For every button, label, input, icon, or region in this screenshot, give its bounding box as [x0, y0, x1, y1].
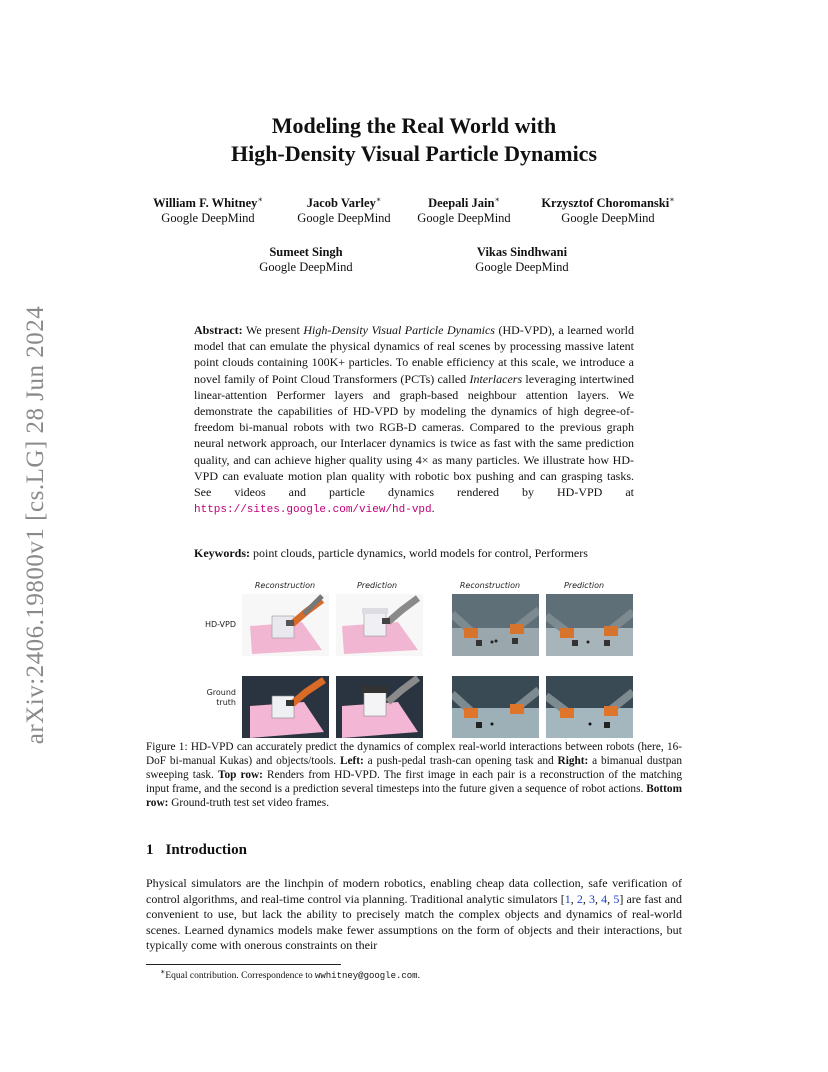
citation-link[interactable]: 1 — [564, 891, 571, 906]
image-sweep-recon-gt — [452, 676, 539, 738]
author-sindhwani: Vikas Sindhwani Google DeepMind — [475, 245, 569, 274]
project-url-link[interactable]: https://sites.google.com/view/hd-vpd — [194, 504, 432, 517]
author-varley: Jacob Varley∗ Google DeepMind — [297, 195, 391, 226]
footnote-rule — [146, 964, 341, 965]
keywords: Keywords: point clouds, particle dynamics, world models for control, Performers — [194, 546, 588, 560]
abstract: Abstract: We present High-Density Visual Particle Dynamics (HD-VPD), a learned world model that can emulate the physical dynamics of real scenes by processing massive latent point clouds containing 100K+ particles. To enable efficiency at this scale, we introduce a novel family of Point Cloud Transformers (PCTs) called Interlacers leveraging intertwined linear-attention Performer layers and graph-based neighbour attention layers. We demonstrate the capabilities of HD-VPD by modeling the dynamics of high degree-of-freedom bi-manual robots with two RGB-D cameras. Compared to the previous graph neural network approach, our Interlacer dynamics is twice as fast with the same prediction quality, and can achieve higher quality using 4× as many particles. We illustrate how HD-VPD can evaluate motion plan quality with robotic box pushing and can grasping tasks. See videos and particle dynamics rendered by HD-VPD at https://sites.google.com/view/hd-vpd. — [194, 323, 634, 517]
row-label-ground-truth: Ground truth — [206, 688, 236, 707]
col-header: Reconstruction — [254, 581, 316, 590]
footnote: ∗Equal contribution. Correspondence to wwhitney@google.com. — [160, 967, 420, 982]
author-whitney: William F. Whitney∗ Google DeepMind — [153, 195, 263, 226]
author-singh: Sumeet Singh Google DeepMind — [259, 245, 353, 274]
citation-link[interactable]: 2 — [576, 891, 583, 906]
author-jain: Deepali Jain∗ Google DeepMind — [417, 195, 511, 226]
image-trash-recon-hdvpd — [242, 594, 329, 656]
author-choromanski: Krzysztof Choromanski∗ Google DeepMind — [541, 195, 675, 226]
figure-1-caption: Figure 1: HD-VPD can accurately predict the dynamics of complex real-world interactions between robots (here, 16-DoF bi-manual Kukas) and objects/tools. Left: a push-pedal trash-can opening task and Right: a bimanual dustpan sweeping task. Top row: Renders from HD-VPD. The first image in each pair is a reconstruction of the matching input frame, and the second is a prediction several timesteps into the future given a sequence of robot actions. Bottom row: Ground-truth test set video frames. — [146, 741, 683, 809]
col-header: Prediction — [563, 581, 605, 590]
citation-link[interactable]: 4 — [601, 891, 608, 906]
citation-link[interactable]: 3 — [589, 891, 596, 906]
paper-title: Modeling the Real World with High-Density Visual Particle Dynamics — [230, 113, 598, 166]
image-trash-pred-hdvpd — [336, 594, 423, 656]
image-sweep-pred-hdvpd — [546, 594, 633, 656]
image-trash-recon-gt — [242, 676, 329, 738]
introduction-paragraph: Physical simulators are the linchpin of modern robotics, enabling cheap data collection, safe verification of control algorithms, and real-time control via planning. Traditional analytic simulators [1, 2, 3, 4, 5] are fast and convenient to use, but lack the ability to precisely match the complex objects and dynamics of real-world scenes. Learned dynamics models make fewer assumptions on the form of objects and their interactions, but typically come with onerous constraints on their — [146, 876, 683, 952]
col-header: Reconstruction — [459, 581, 521, 590]
figure-1 — [190, 578, 640, 733]
row-label-hdvpd: HD-VPD — [204, 620, 236, 629]
arxiv-stamp: arXiv:2406.19800v1 [cs.LG] 28 Jun 2024 — [22, 305, 49, 745]
col-header: Prediction — [356, 581, 398, 590]
section-heading-introduction: 1 Introduction — [146, 842, 247, 858]
image-sweep-recon-hdvpd — [452, 594, 539, 656]
image-trash-pred-gt — [336, 676, 423, 738]
citation-link[interactable]: 5 — [613, 891, 620, 906]
contact-email[interactable]: wwhitney@google.com — [314, 971, 418, 982]
image-sweep-pred-gt — [546, 676, 633, 738]
